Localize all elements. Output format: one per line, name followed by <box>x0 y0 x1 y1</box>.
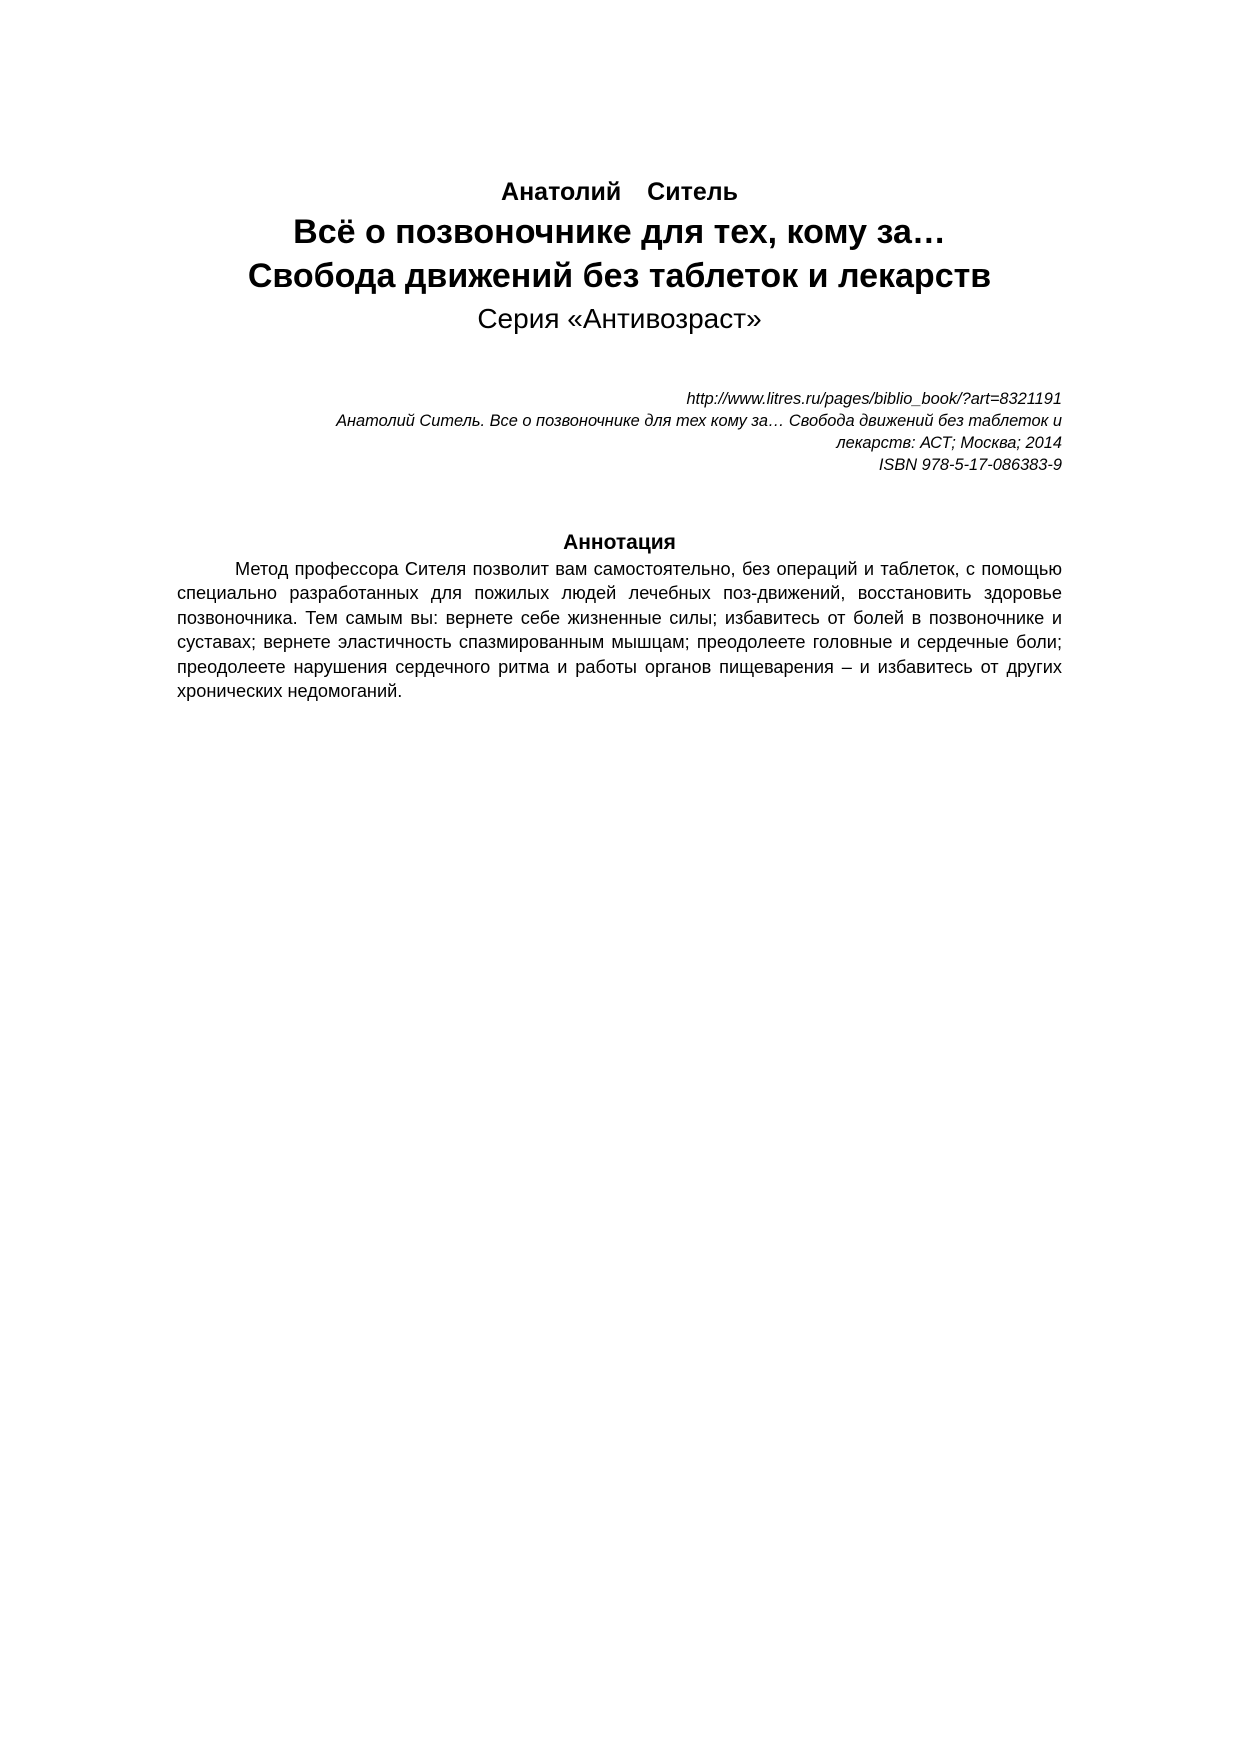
book-title-line-2: Свобода движений без таблеток и лекарств <box>247 257 992 295</box>
author-name: Анатолий Ситель <box>501 178 738 206</box>
series-name: Серия «Антивозраст» <box>477 303 762 334</box>
citation-line-1: Анатолий Ситель. Все о позвоночнике для тех кому за… Свобода движений без таблеток и <box>336 412 1062 430</box>
annotation-heading: Аннотация <box>563 531 676 554</box>
annotation-text: Метод профессора Сителя позволит вам самостоятельно, без операций и таблеток, с помощью специально разработанных для пожилых людей лечебных поз-движений, восстановить здоровье позвоночника. Тем самым вы: вернете себе жизненные силы; избавитесь от болей в позвоночнике и суставах; вернете эластичность спазмированным мышцам; преодолеете головные и сердечные боли; преодолеете нарушения сердечного ритма и работы органов пищеварения – и избавитесь от других хронических недомоганий. <box>177 559 1062 702</box>
bibliographic-info <box>177 388 1062 476</box>
citation-line-2: лекарств: АСТ; Москва; 2014 <box>836 434 1062 452</box>
source-url[interactable]: http://www.litres.ru/pages/biblio_book/?art=8321191 <box>686 390 1062 408</box>
isbn: ISBN 978-5-17-086383-9 <box>878 456 1062 474</box>
title-block <box>177 174 1062 340</box>
book-title-line-1: Всё о позвоночнике для тех, кому за… <box>293 213 946 251</box>
